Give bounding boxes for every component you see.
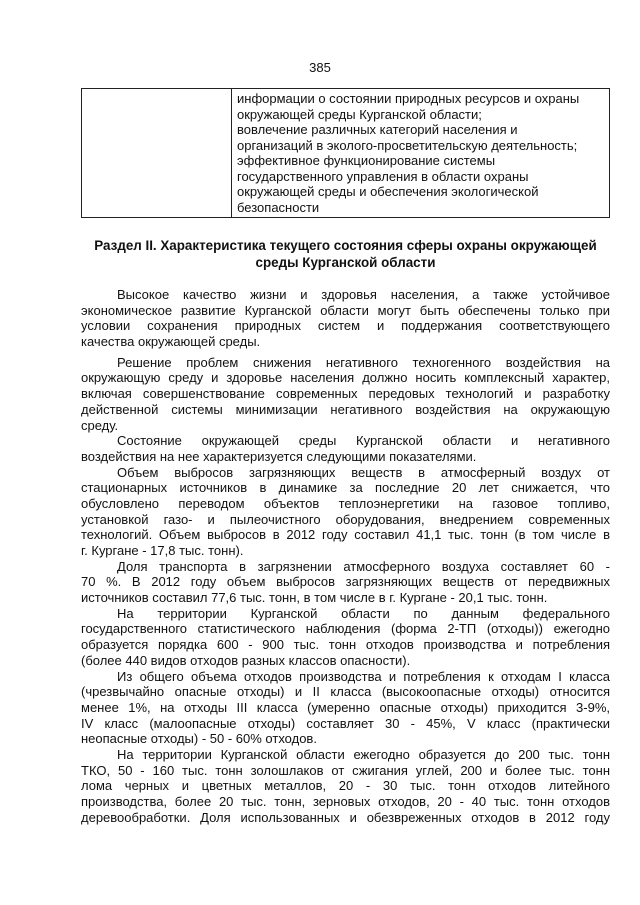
table-cell-right [232, 89, 610, 218]
text-line: окружающую среду и здоровье населения должно носить комплексный характер, [81, 370, 610, 386]
text-line: технологий. Объем выбросов в 2012 году составил 41,1 тыс. тонн (в том числе в [81, 527, 610, 543]
text-line: ТКО, 50 - 160 тыс. тонн золошлаков от сжигания углей, 200 и более тыс. тонн [81, 762, 610, 778]
text-line: IV класс (малоопасные отходы) составляет 30 - 45%, V класс (практически [81, 715, 610, 731]
text-line: Решение проблем снижения негативного техногенного воздействия на [117, 354, 610, 370]
text-line: включая совершенствование современных передовых технологий и разработку [81, 386, 610, 402]
table-line: информации о состоянии природных ресурсов и охраны [237, 91, 580, 106]
page-number: 385 [309, 60, 331, 75]
paragraph [81, 606, 610, 669]
text-line: На территории Курганской области по данным федерального [117, 605, 610, 621]
table-line: организаций в эколого-просветительскую деятельность; [237, 137, 578, 153]
paragraph [81, 747, 610, 825]
text-line: 70 %. В 2012 году объем выбросов загрязняющих веществ от передвижных [81, 574, 610, 590]
paragraph [81, 465, 610, 559]
section-title-line: Раздел II. Характеристика текущего состояния сферы охраны окружающей [94, 238, 597, 253]
table-cell-left [82, 89, 232, 218]
table-line: окружающей среды и обеспечения экологической [237, 184, 539, 199]
text-line: лома черных и цветных металлов, 20 - 30 тыс. тонн отходов литейного [81, 778, 610, 794]
text-line: источников составил 77,6 тыс. тонн, в том числе в г. Кургане - 20,1 тыс. тонн. [81, 590, 548, 606]
table-line: безопасности [237, 199, 320, 215]
text-line: среду. [81, 417, 119, 433]
text-line: экономическое развитие Курганской области могут быть обеспечены только при [81, 302, 610, 318]
text-line: г. Кургане - 17,8 тыс. тонн). [81, 543, 244, 558]
text-line: действенной системы минимизации негативного воздействия на окружающую [81, 401, 610, 417]
text-line: Высокое качество жизни и здоровья населения, а также устойчивое [117, 287, 610, 302]
continued-table [81, 88, 610, 218]
paragraph [81, 287, 610, 350]
table-line: эффективное функционирование системы [237, 153, 496, 168]
table-line: окружающей среды Курганской области; [237, 106, 482, 122]
text-line: менее 1%, на отходы III класса (умеренно опасные отходы) приходится 3-9%, [81, 699, 610, 715]
text-line: деревообработки. Доля использованных и обезвреженных отходов в 2012 году [81, 809, 610, 825]
text-line: Доля транспорта в загрязнении атмосферного воздуха составляет 60 - [117, 558, 610, 574]
text-line: обусловлено переводом объектов теплоэнергетики на газовое топливо, [81, 495, 610, 511]
paragraph [81, 559, 610, 606]
text-line: воздействия на нее характеризуется следующими показателями. [81, 448, 477, 464]
paragraph [81, 433, 610, 464]
text-line: государственного статистического наблюдения (форма 2-ТП (отходы)) ежегодно [81, 621, 610, 637]
body-text [81, 287, 610, 825]
text-line: условии сохранения природных систем и поддержания соответствующего [81, 318, 610, 334]
section-title-line: среды Курганской области [255, 255, 436, 270]
text-line: Объем выбросов загрязняющих веществ в атмосферный воздух от [117, 464, 610, 480]
table-line: государственного управления в области охраны [237, 168, 529, 184]
paragraph [81, 669, 610, 747]
paragraph [81, 355, 610, 433]
text-line: (чрезвычайно опасные отходы) и II класса (высокоопасные отходы) относится [81, 684, 610, 700]
table-row [82, 89, 610, 218]
section-title [81, 237, 610, 271]
text-line: качества окружающей среды. [81, 334, 261, 350]
text-line: стационарных источников в динамике за последние 20 лет снижается, что [81, 480, 610, 496]
table-line: вовлечение различных категорий населения и [237, 122, 518, 137]
text-line: неопасные отходы) - 50 - 60% отходов. [81, 731, 317, 747]
text-line: образуется порядка 600 - 900 тыс. тонн отходов производства и потребления [81, 637, 610, 653]
text-line: производства, более 20 тыс. тонн, зерновых отходов, 20 - 40 тыс. тонн отходов [81, 794, 610, 809]
text-line: (более 440 видов отходов разных классов опасности). [81, 652, 411, 668]
text-line: установкой газо- и пылеочистного оборудования, внедрением современных [81, 511, 610, 527]
text-line: Из общего объема отходов производства и потребления к отходам I класса [117, 668, 610, 684]
text-line: На территории Курганской области ежегодно образуется до 200 тыс. тонн [117, 746, 610, 762]
text-line: Состояние окружающей среды Курганской области и негативного [117, 433, 610, 449]
